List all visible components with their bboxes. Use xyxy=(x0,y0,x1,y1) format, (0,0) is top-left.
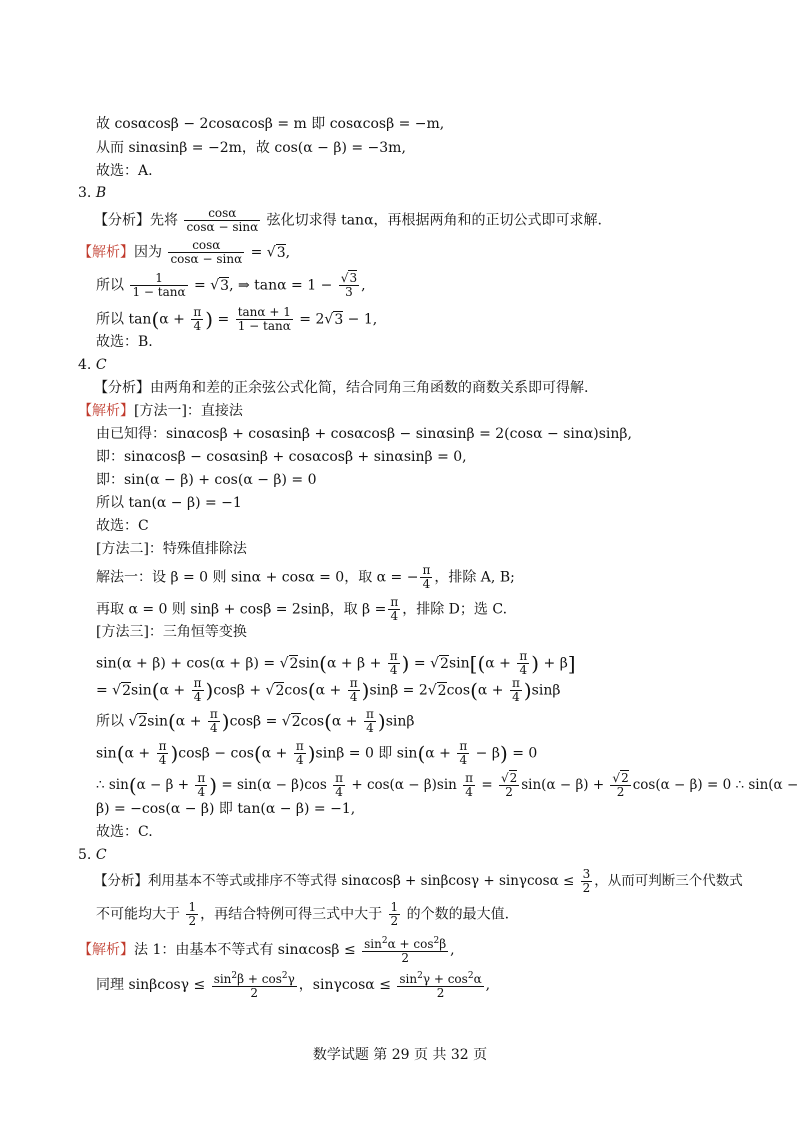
text-line: 故 cosαcosβ − 2cosαcosβ = m 即 cosαcosβ = −m, xyxy=(96,116,445,132)
solution-line: 再取 α = 0 则 sinβ + cosβ = 2sinβ，取 β = $\frac{\pi}{4}$ ，排除 D；选 C. xyxy=(96,595,508,623)
question-number: 3. B xyxy=(78,185,107,201)
solution-line: 【解析】法 1：由基本不等式有 sinαcosβ ≤ $\frac{\sin^2\alpha + \cos^2\beta}{2}$ , xyxy=(78,936,455,965)
solution-line: 【解析】[方法一]：直接法 xyxy=(78,403,243,419)
text-line: 即：sinαcosβ − cosαsinβ + cosαcosβ + sinαsinβ = 0, xyxy=(96,449,467,465)
solution-line: 解法一：设 β = 0 则 sinα + cosα = 0，取 α = − $\frac{\pi}{4}$ ，排除 A, B; xyxy=(96,563,515,591)
jiexi-label: 【解析】 xyxy=(78,403,134,419)
text-line: 故选：B. xyxy=(96,334,153,350)
jiexi-label: 【解析】 xyxy=(78,244,134,261)
text-line: 即：sin(α − β) + cos(α − β) = 0 xyxy=(96,472,317,488)
text-line: [方法二]：特殊值排除法 xyxy=(96,541,247,557)
text-line: 故选：A. xyxy=(96,163,153,179)
math-line: sin(α + β) + cos(α + β) = √2sin(α + β + $\frac{\pi}{4}$ ) = √2sin[(α + $\frac{\pi}{4}$ ) + β] xyxy=(96,649,576,677)
text-line: 故选：C xyxy=(96,518,149,534)
solution-line: 【解析】因为 $\frac{\cos\alpha}{\cos\alpha - \sin\alpha}$ = √3, xyxy=(78,238,291,266)
question-number: 4. C xyxy=(78,357,107,373)
math-line: 所以 √2sin(α + $\frac{\pi}{4}$ )cosβ = √2cos(α + $\frac{\pi}{4}$ )sinβ xyxy=(96,707,415,735)
text-line: 故选：C. xyxy=(96,824,153,840)
question-number: 5. C xyxy=(78,847,107,863)
analysis-line: 【分析】先将 $\frac{\cos\alpha}{\cos\alpha - \sin\alpha}$ 弦化切求得 tanα，再根据两角和的正切公式即可求解. xyxy=(94,206,602,234)
math-line: ∴ sin(α − β + $\frac{\pi}{4}$ ) = sin(α − β)cos $\frac{\pi}{4}$ + cos(α − β)sin $\frac{\pi}{4}$ = $\frac{√2}{2}$ sin(α − β) + $\frac{√2}{2}$ cos(α − β) = 0 ∴ sin(α − xyxy=(96,771,799,799)
solution-line: 所以 $\frac{1}{1 - \tan\alpha}$ = √3, ⇒ tanα = 1 − $\frac{√3}{3}$ , xyxy=(96,271,366,299)
page-footer: 数学试题 第 29 页 共 32 页 xyxy=(312,1047,488,1063)
text-line: 所以 tan(α − β) = −1 xyxy=(96,495,242,511)
solution-line: 同理 sinβcosγ ≤ $\frac{\sin^2\beta + \cos^2\gamma}{2}$ ，sinγcosα ≤ $\frac{\sin^2\gamma + \cos^2\alpha}{2}$ , xyxy=(96,971,491,1000)
text-line: [方法三]：三角恒等变换 xyxy=(96,624,247,640)
solution-line: 所以 tan(α + $\frac{\pi}{4}$ ) = $\frac{\tan\alpha + 1}{1 - \tan\alpha}$ = 2√3 − 1, xyxy=(96,305,378,333)
jiexi-label: 【解析】 xyxy=(78,942,134,958)
analysis-line: 【分析】由两角和差的正余弦公式化简，结合同角三角函数的商数关系即可得解. xyxy=(94,380,589,396)
math-line: β) = −cos(α − β) 即 tan(α − β) = −1, xyxy=(96,801,356,817)
math-line: sin(α + $\frac{\pi}{4}$ )cosβ − cos(α + $\frac{\pi}{4}$ )sinβ = 0 即 sin(α + $\frac{\pi}{4}$ − β) = 0 xyxy=(96,739,538,767)
analysis-line: 不可能均大于 $\frac{1}{2}$ ，再结合特例可得三式中大于 $\frac{1}{2}$ 的个数的最大值. xyxy=(96,900,510,928)
text-line: 从而 sinαsinβ = −2m，故 cos(α − β) = −3m, xyxy=(96,140,406,156)
text-line: 由已知得：sinαcosβ + cosαsinβ + cosαcosβ − sinαsinβ = 2(cosα − sinα)sinβ, xyxy=(96,426,632,442)
math-line: = √2sin(α + $\frac{\pi}{4}$ )cosβ + √2cos(α + $\frac{\pi}{4}$ )sinβ = 2√2cos(α + $\frac{\pi}{4}$ )sinβ xyxy=(96,676,561,704)
analysis-line: 【分析】利用基本不等式或排序不等式得 sinαcosβ + sinβcosγ + sinγcosα ≤ $\frac{3}{2}$ ，从而可判断三个代数式 xyxy=(94,867,743,895)
